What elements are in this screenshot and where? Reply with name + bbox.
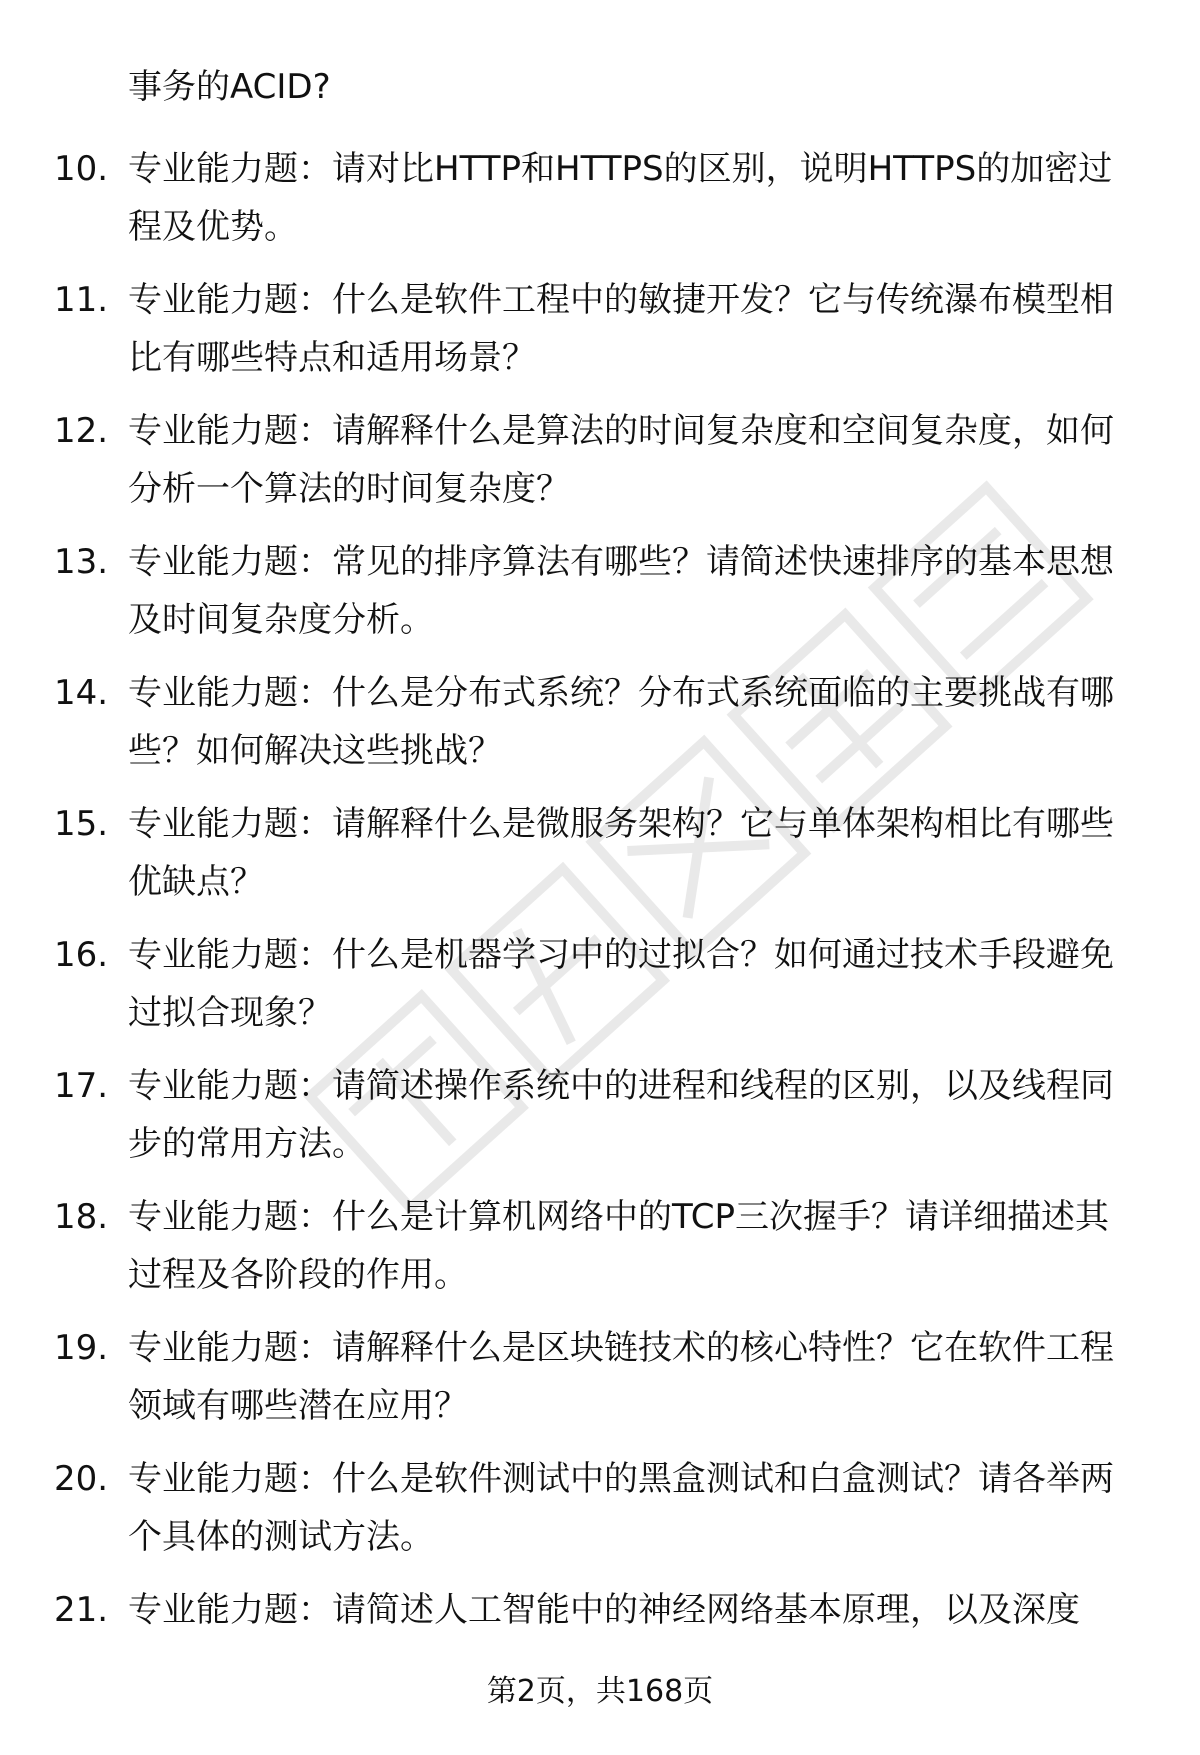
question-item [0,140,1140,256]
question-item [0,271,1140,387]
question-text: 专业能力题：请解释什么是区块链技术的核心特性？它在软件工程领域有哪些潜在应用？ [128,1328,1114,1426]
question-text: 专业能力题：什么是机器学习中的过拟合？如何通过技术手段避免过拟合现象？ [128,935,1114,1033]
question-number: 14. [54,673,109,713]
question-number: 17. [54,1066,109,1106]
question-text: 专业能力题：什么是分布式系统？分布式系统面临的主要挑战有哪些？如何解决这些挑战？ [128,673,1114,771]
question-item [0,1581,1140,1639]
question-item [0,926,1140,1042]
question-item [0,1319,1140,1435]
question-text: 专业能力题：什么是计算机网络中的TCP三次握手？请详细描述其过程及各阶段的作用。 [128,1197,1110,1295]
question-number: 18. [54,1197,109,1237]
question-item [0,1057,1140,1173]
question-item [0,664,1140,780]
question-item [0,1450,1140,1566]
question-list [0,140,1200,1654]
question-number: 15. [54,804,109,844]
question-item [0,1188,1140,1304]
question-item [0,533,1140,649]
question-number: 20. [54,1459,109,1499]
question-text: 专业能力题：请简述操作系统中的进程和线程的区别，以及线程同步的常用方法。 [128,1066,1114,1164]
question-text: 专业能力题：什么是软件工程中的敏捷开发？它与传统瀑布模型相比有哪些特点和适用场景？ [128,280,1114,378]
page-footer: 第2页，共168页 [486,1674,714,1709]
question-item [0,402,1140,518]
question-item [0,795,1140,911]
question-number: 10. [54,149,109,189]
question-text: 专业能力题：请简述人工智能中的神经网络基本原理，以及深度 [128,1590,1080,1630]
question-number: 19. [54,1328,109,1368]
question-text: 专业能力题：请对比HTTP和HTTPS的区别，说明HTTPS的加密过程及优势。 [128,149,1113,247]
continuation-text: 事务的ACID? [128,67,331,107]
question-number: 13. [54,542,109,582]
question-text: 专业能力题：请解释什么是算法的时间复杂度和空间复杂度，如何分析一个算法的时间复杂度？ [128,411,1114,509]
question-number: 21. [54,1590,109,1630]
question-number: 11. [54,280,109,320]
question-text: 专业能力题：什么是软件测试中的黑盒测试和白盒测试？请各举两个具体的测试方法。 [128,1459,1114,1557]
question-number: 16. [54,935,109,975]
question-text: 专业能力题：常见的排序算法有哪些？请简述快速排序的基本思想及时间复杂度分析。 [128,542,1114,640]
question-number: 12. [54,411,109,451]
question-text: 专业能力题：请解释什么是微服务架构？它与单体架构相比有哪些优缺点？ [128,804,1114,902]
